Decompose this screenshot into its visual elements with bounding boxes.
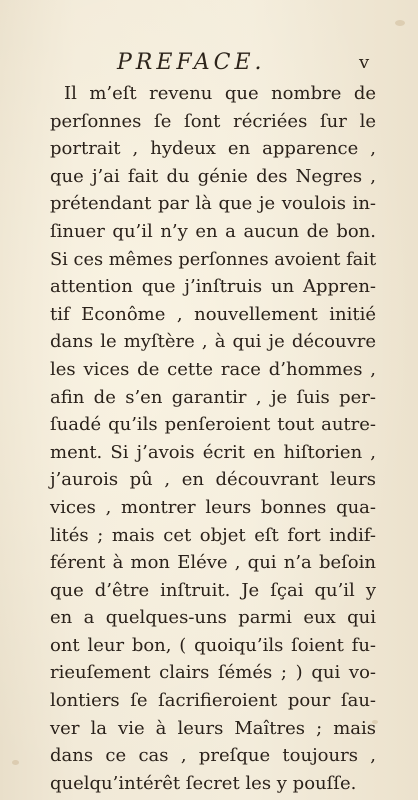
text-line: en a quelques-uns parmi eux qui bbox=[50, 607, 376, 629]
running-title: PREFACE. bbox=[117, 50, 266, 75]
text-line: lontiers ſe ſacrifieroient pour ſau- bbox=[50, 690, 376, 712]
text-line: Il m’eſt revenu que nombre de bbox=[64, 83, 376, 104]
text-line: ſinuer qu’il n’y en a aucun de bon. bbox=[50, 220, 376, 242]
body-text bbox=[50, 80, 376, 797]
paper-stain bbox=[395, 20, 405, 26]
text-line: attention que j’inſtruis un Appren- bbox=[50, 276, 376, 298]
text-line: j’aurois pû , en découvrant leurs bbox=[50, 469, 376, 491]
text-line: portrait , hydeux en apparence , bbox=[50, 138, 376, 160]
text-line: perſonnes ſe ſont récriées ſur le bbox=[50, 110, 376, 132]
page-number: v bbox=[359, 52, 370, 73]
text-line: vices , montrer leurs bonnes qua- bbox=[50, 496, 376, 518]
text-line: ſuadé qu’ils penſeroient tout autre- bbox=[50, 414, 376, 436]
text-line: afin de s’en garantir , je ſuis per- bbox=[50, 386, 376, 408]
text-line: quelqu’intérêt ſecret les y pouſſe. bbox=[50, 772, 357, 794]
text-line: dans le myſtère , à qui je découvre bbox=[50, 331, 376, 353]
text-line: Si ces mêmes perſonnes avoient fait bbox=[50, 248, 377, 270]
text-line: lités ; mais cet objet eſt fort indif- bbox=[50, 524, 376, 546]
page-header bbox=[0, 50, 418, 78]
text-line: que d’être inſtruit. Je ſçai qu’il y bbox=[50, 579, 376, 601]
text-line: ont leur bon, ( quoiqu’ils ſoient fu- bbox=[50, 634, 376, 656]
text-line: ver la vie à leurs Maîtres ; mais bbox=[50, 717, 376, 739]
text-line: prétendant par là que je voulois in- bbox=[50, 193, 376, 215]
paper-stain bbox=[12, 760, 19, 765]
text-line: ment. Si j’avois écrit en hiſtorien , bbox=[50, 441, 376, 463]
text-line: que j’ai fait du génie des Negres , bbox=[50, 165, 376, 187]
text-line: férent à mon Eléve , qui n’a beſoin bbox=[50, 552, 376, 574]
text-line: rieuſement clairs ſémés ; ) qui vo- bbox=[50, 662, 376, 684]
text-line: tif Econôme , nouvellement initié bbox=[50, 303, 376, 325]
text-line: les vices de cette race d’hommes , bbox=[50, 358, 376, 380]
text-line: dans ce cas , preſque toujours , bbox=[50, 745, 376, 767]
